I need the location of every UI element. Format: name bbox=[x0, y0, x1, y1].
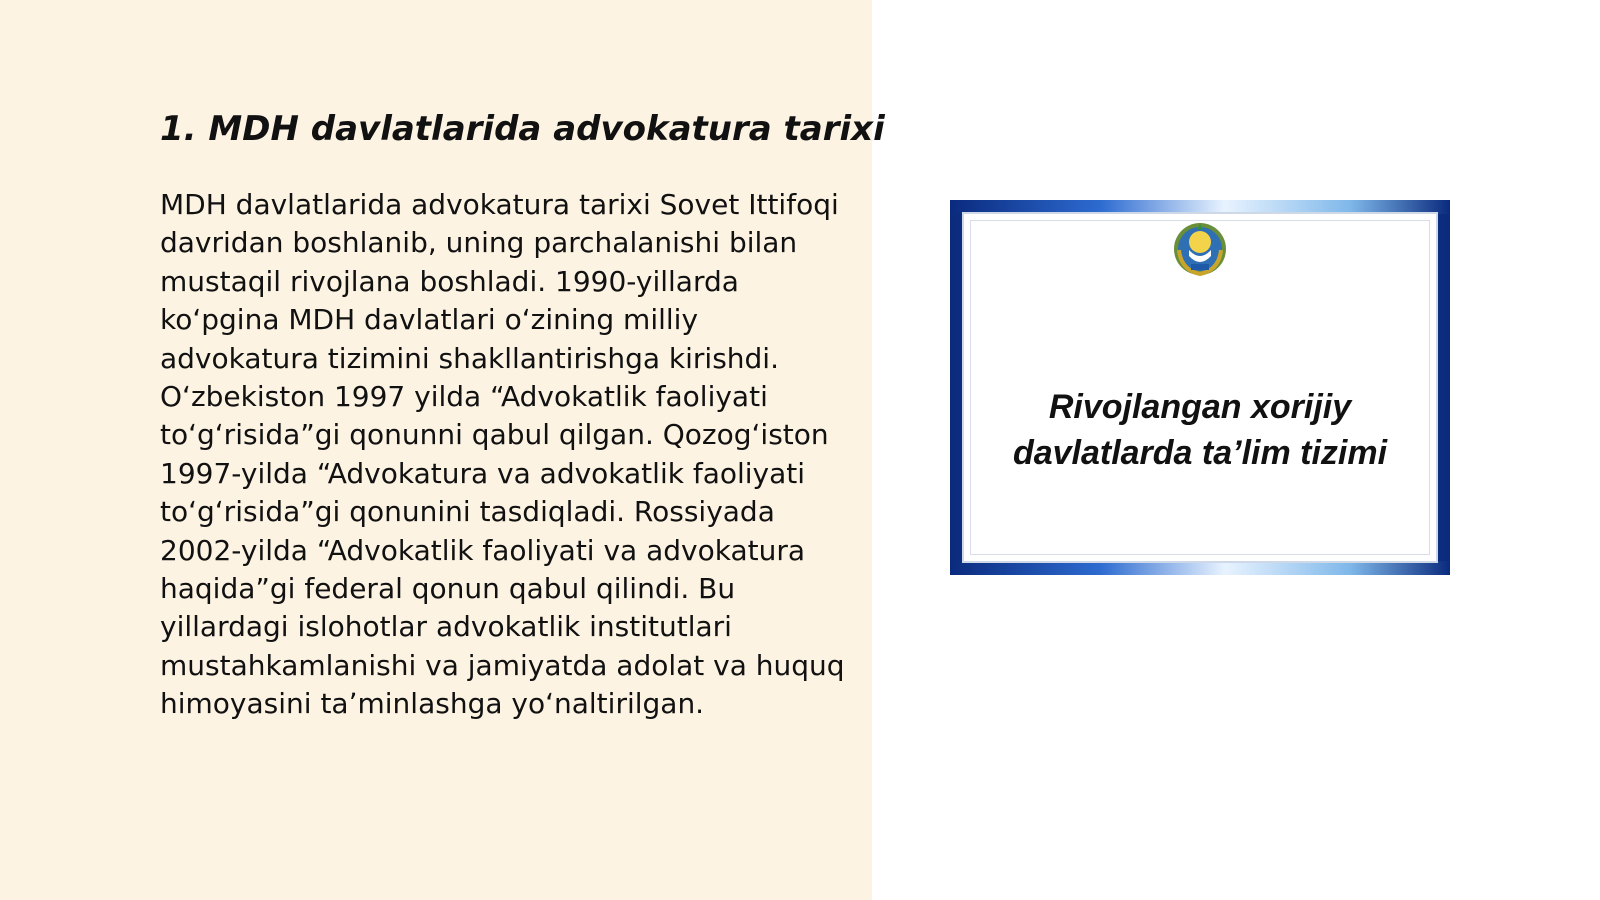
slide-image bbox=[950, 200, 1450, 575]
slide-image-inner bbox=[962, 212, 1438, 563]
uzbekistan-emblem-icon bbox=[1171, 220, 1229, 278]
image-caption bbox=[964, 384, 1436, 476]
image-caption-line-2: davlatlarda ta’lim tizimi bbox=[1012, 434, 1388, 472]
slide-body-text: MDH davlatlarida advokatura tarixi Sovet Ittifoqi davridan boshlanib, uning parchalanishi bilan mustaqil rivojlana boshladi. 1990-yillarda koʻpgina MDH davlatlari oʻzining milliy advokatura tizimini shakllantirishga kirishdi. Oʻzbekiston 1997 yilda “Advokatlik faoliyati toʻgʻrisida”gi qonunni qabul qilgan. Qozogʻiston 1997-yilda “Advokatura va advokatlik faoliyati toʻgʻrisida”gi qonunini tasdiqladi. Rossiyada 2002-yilda “Advokatlik faoliyati va advokatura haqida”gi federal qonun qabul qilindi. Bu yillardagi islohotlar advokatlik institutlari mustahkamlanishi va jamiyatda adolat va huquq himoyasini taʼminlashga yoʻnaltirilgan. bbox=[160, 188, 845, 721]
slide-heading: 1. MDH davlatlarida advokatura tarixi bbox=[160, 109, 885, 149]
image-caption-line-1: Rivojlangan xorijiy bbox=[1048, 388, 1352, 426]
